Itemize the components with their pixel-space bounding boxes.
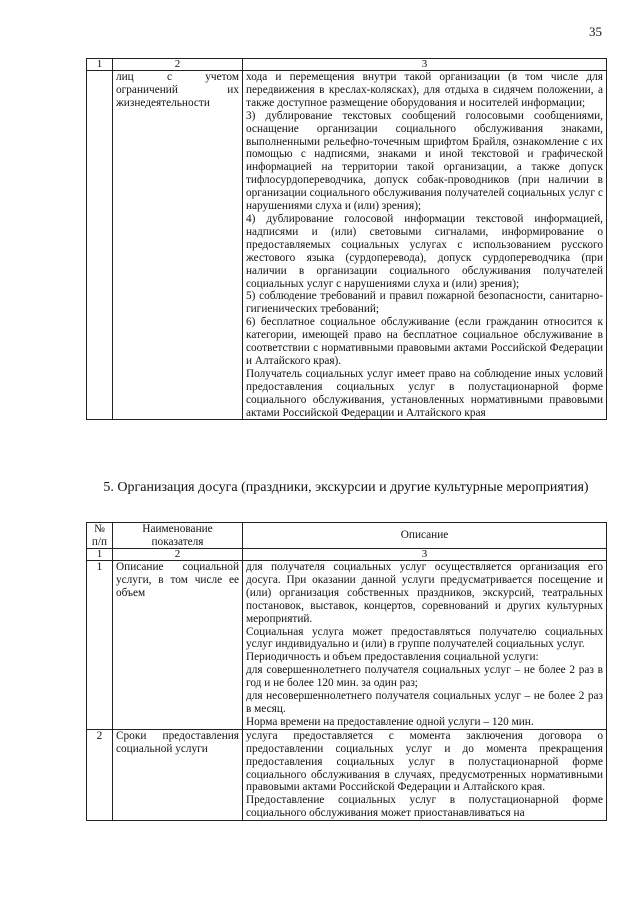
indicator-name-cell: Описание социальной услуги, в том числе ее объем — [113, 561, 243, 730]
description-paragraph: Получатель социальных услуг имеет право на соблюдение иных условий предоставления социальных услуг в полустационарной форме социального обслуживания, установленных нормативными правовыми актами Российской Федерации и Алтайского края — [246, 367, 603, 419]
row-number-cell: 2 — [87, 729, 113, 820]
page-number: 35 — [589, 24, 602, 39]
indicator-name-cell: лиц с учетом ограничений их жизнедеятельности — [113, 71, 243, 420]
table-row — [87, 71, 607, 420]
description-cell — [243, 561, 607, 730]
section-title: 5. Организация досуга (праздники, экскурсии и другие культурные мероприятия) — [103, 480, 589, 495]
description-paragraph: услуга предоставляется с момента заключения договора о предоставлении социальных услуг и до момента прекращения предоставления социальных услуг в полустационарной форме социального обслуживания в случаях, предусмотренных нормативными правовыми актами Российской Федерации и Алтайского края. — [246, 729, 603, 794]
description-paragraph: для несовершеннолетнего получателя социальных услуг – не более 2 раз в месяц. — [246, 690, 603, 715]
column-number: 2 — [113, 59, 243, 71]
column-number: 2 — [113, 549, 243, 561]
description-cell — [243, 71, 607, 420]
description-paragraph: Социальная услуга может предоставляться получателю социальных услуг индивидуально и (или) в группе получателей социальных услуг. — [246, 625, 603, 651]
services-table — [86, 522, 607, 821]
description-paragraph: 5) соблюдение требований и правил пожарной безопасности, санитарно-гигиенических требований; — [246, 290, 603, 316]
description-paragraph: 4) дублирование голосовой информации текстовой информацией, надписями и (или) световыми сигналами, информирование о предоставляемых социальных услугах с использованием русского жестового языка (сурдоперевода), допуск сурдопереводчика (при наличии в организации социального обслуживания получателей социальных услуг с нарушениями слуха и (или) зрения); — [246, 212, 603, 290]
column-number: 1 — [87, 549, 113, 561]
header-description: Описание — [243, 523, 607, 549]
indicator-name-cell: Сроки предоставления социальной услуги — [113, 729, 243, 820]
row-number-cell: 1 — [87, 561, 113, 730]
header-name: Наименование показателя — [113, 523, 243, 549]
description-paragraph: Норма времени на предоставление одной услуги – 120 мин. — [246, 715, 534, 728]
description-paragraph: 6) бесплатное социальное обслуживание (если гражданин относится к категории, имеющей право на бесплатное социальное обслуживание в соответствии с нормативными правовыми актами Российской Федерации и Алтайского края). — [246, 316, 603, 367]
column-number-row — [87, 549, 607, 561]
description-cell — [243, 729, 607, 820]
column-number: 3 — [243, 549, 607, 561]
top-table — [86, 58, 607, 420]
description-paragraph: для совершеннолетнего получателя социальных услуг – не более 2 раз в год и не более 120 мин. за один раз; — [246, 664, 603, 690]
table-row — [87, 729, 607, 820]
header-row — [87, 523, 607, 549]
column-number-row — [87, 59, 607, 71]
description-paragraph: для получателя социальных услуг осуществляется организация его досуга. При оказании данной услуги предусматривается посещение и (или) организация собственных праздников, экскурсий, театральных постановок, выставок, концертов, соревнований и других культурных мероприятий. — [246, 561, 603, 625]
description-paragraph: 3) дублирование текстовых сообщений голосовыми сообщениями, оснащение организации социального обслуживания знаками, выполненными рельефно-точечным шрифтом Брайля, ознакомление с их помощью с надписями, знаками и иной текстовой и графической информацией на территории такой организации, а также допуск тифлосурдопереводчика, допуск собак-проводников (при наличии в организации социального обслуживания получателей социальных услуг с нарушениями слуха и (или) зрения); — [246, 109, 603, 213]
description-paragraph: Предоставление социальных услуг в полустационарной форме социального обслуживания может приостанавливаться на — [246, 794, 603, 820]
description-paragraph: Периодичность и объем предоставления социальной услуги: — [246, 651, 539, 664]
column-number: 1 — [87, 59, 113, 71]
header-num: № п/п — [87, 523, 113, 549]
description-paragraph: хода и перемещения внутри такой организации (в том числе для передвижения в креслах-колясках), для отдыха в сидячем положении, а также доступное размещение оборудования и носителей информации; — [246, 71, 603, 109]
row-number-cell — [87, 71, 113, 420]
column-number: 3 — [243, 59, 607, 71]
table-row — [87, 561, 607, 730]
